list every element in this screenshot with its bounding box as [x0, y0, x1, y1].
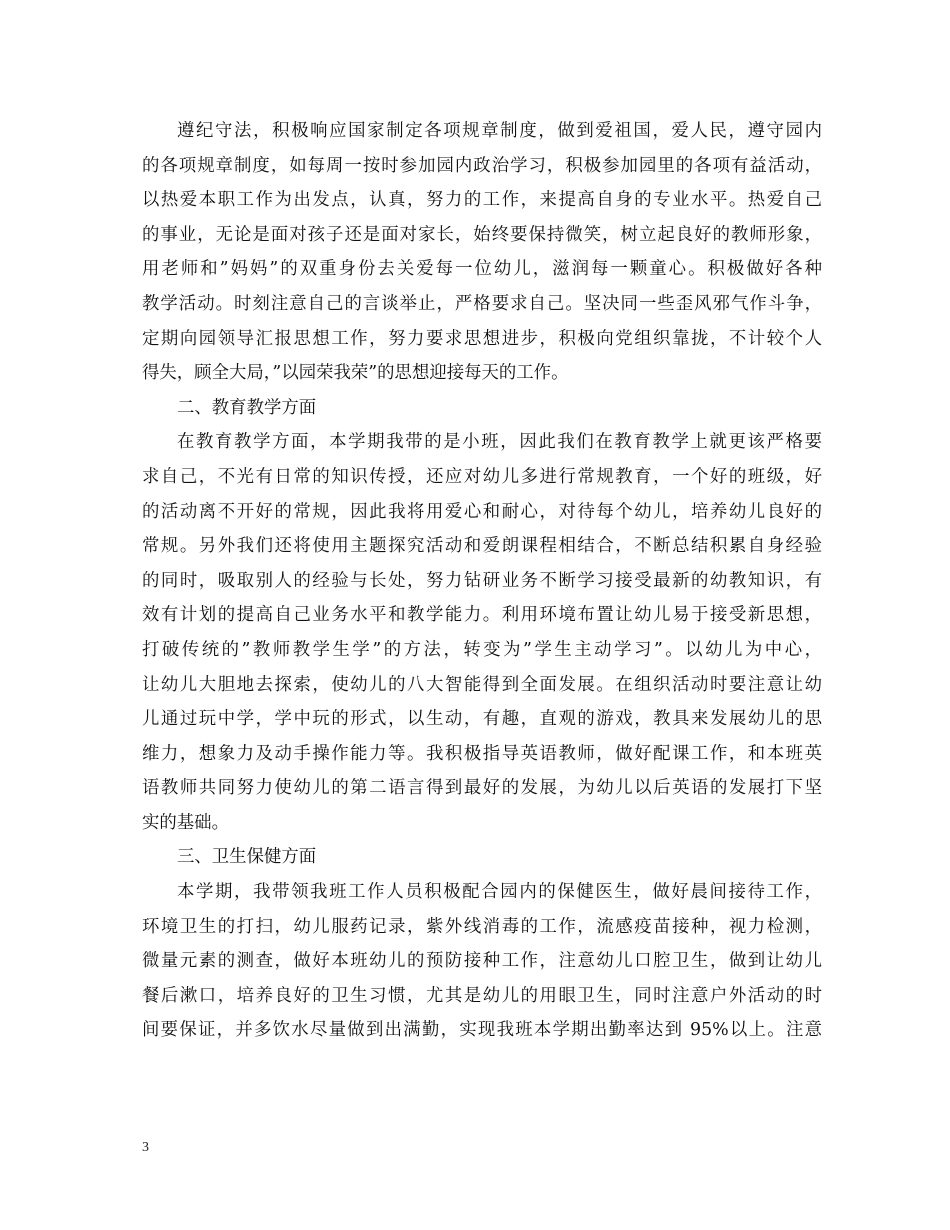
paragraph-line: 的活动离不开好的常规，因此我将用爱心和耐心，对待每个幼儿，培养幼儿良好的: [142, 501, 822, 522]
paragraph-line: 常规。另外我们还将使用主题探究活动和爱朗课程相结合，不断总结积累自身经验: [142, 536, 822, 557]
paragraph-line: 实的基础。: [142, 812, 229, 833]
paragraph-line: 维力，想象力及动手操作能力等。我积极指导英语教师，做好配课工作，和本班英: [142, 743, 822, 764]
paragraph-line: 环境卫生的打扫，幼儿服药记录，紫外线消毒的工作，流感疫苗接种，视力检测，: [142, 916, 822, 937]
paragraph-line: 以热爱本职工作为出发点，认真，努力的工作，来提高自身的专业水平。热爱自己: [142, 190, 822, 211]
paragraph-line: 打破传统的”教师教学生学”的方法，转变为”学生主动学习”。以幼儿为中心，: [142, 639, 822, 660]
paragraph-line: 的各项规章制度，如每周一按时参加园内政治学习，积极参加园里的各项有益活动，: [142, 155, 822, 176]
paragraph-line: 在教育教学方面，本学期我带的是小班，因此我们在教育教学上就更该严格要: [177, 432, 822, 453]
paragraph-line: 本学期，我带领我班工作人员积极配合园内的保健医生，做好晨间接待工作，: [177, 882, 822, 903]
document-body: [142, 114, 822, 1048]
section-heading: [142, 840, 822, 875]
paragraph-line: 遵纪守法，积极响应国家制定各项规章制度，做到爱祖国，爱人民，遵守园内: [177, 121, 822, 141]
paragraph-line: 求自己，不光有日常的知识传授，还应对幼儿多进行常规教育，一个好的班级，好: [142, 466, 822, 487]
page-number: 3: [142, 1140, 149, 1155]
paragraph-line: 用老师和”妈妈”的双重身份去关爱每一位幼儿，滋润每一颗童心。积极做好各种: [142, 259, 822, 280]
paragraph-line: 得失，顾全大局，”以园荣我荣”的思想迎接每天的工作。: [142, 363, 569, 384]
heading-text: 三、卫生保健方面: [177, 847, 317, 868]
paragraph-line: 餐后漱口，培养良好的卫生习惯，尤其是幼儿的用眼卫生，同时注意户外活动的时: [142, 985, 822, 1006]
paragraph-line: 的同时，吸取别人的经验与长处，努力钻研业务不断学习接受最新的幼教知识，有: [142, 570, 822, 591]
paragraph-line: 教学活动。时刻注意自己的言谈举止，严格要求自己。坚决同一些歪风邪气作斗争，: [142, 293, 822, 314]
paragraph-line: 语教师共同努力使幼儿的第二语言得到最好的发展，为幼儿以后英语的发展打下坚: [142, 778, 822, 799]
body-paragraph: [142, 114, 822, 391]
body-paragraph: [142, 425, 822, 840]
body-paragraph: [142, 875, 822, 1048]
section-heading: [142, 391, 822, 426]
paragraph-line: 定期向园领导汇报思想工作，努力要求思想进步，积极向党组织靠拢，不计较个人: [142, 328, 822, 349]
paragraph-line: 儿通过玩中学，学中玩的形式，以生动，有趣，直观的游戏，教具来发展幼儿的思: [142, 709, 822, 730]
paragraph-line: 微量元素的测查，做好本班幼儿的预防接种工作，注意幼儿口腔卫生，做到让幼儿: [142, 951, 822, 972]
paragraph-line: 让幼儿大胆地去探索，使幼儿的八大智能得到全面发展。在组织活动时要注意让幼: [142, 674, 822, 695]
paragraph-line: 的事业，无论是面对孩子还是面对家长，始终要保持微笑，树立起良好的教师形象，: [142, 224, 822, 245]
heading-text: 二、教育教学方面: [177, 397, 317, 418]
paragraph-line: 效有计划的提高自己业务水平和教学能力。利用环境布置让幼儿易于接受新思想，: [142, 605, 822, 626]
paragraph-line: 间要保证，并多饮水尽量做到出满勤，实现我班本学期出勤率达到 95%以上。注意: [142, 1020, 822, 1041]
